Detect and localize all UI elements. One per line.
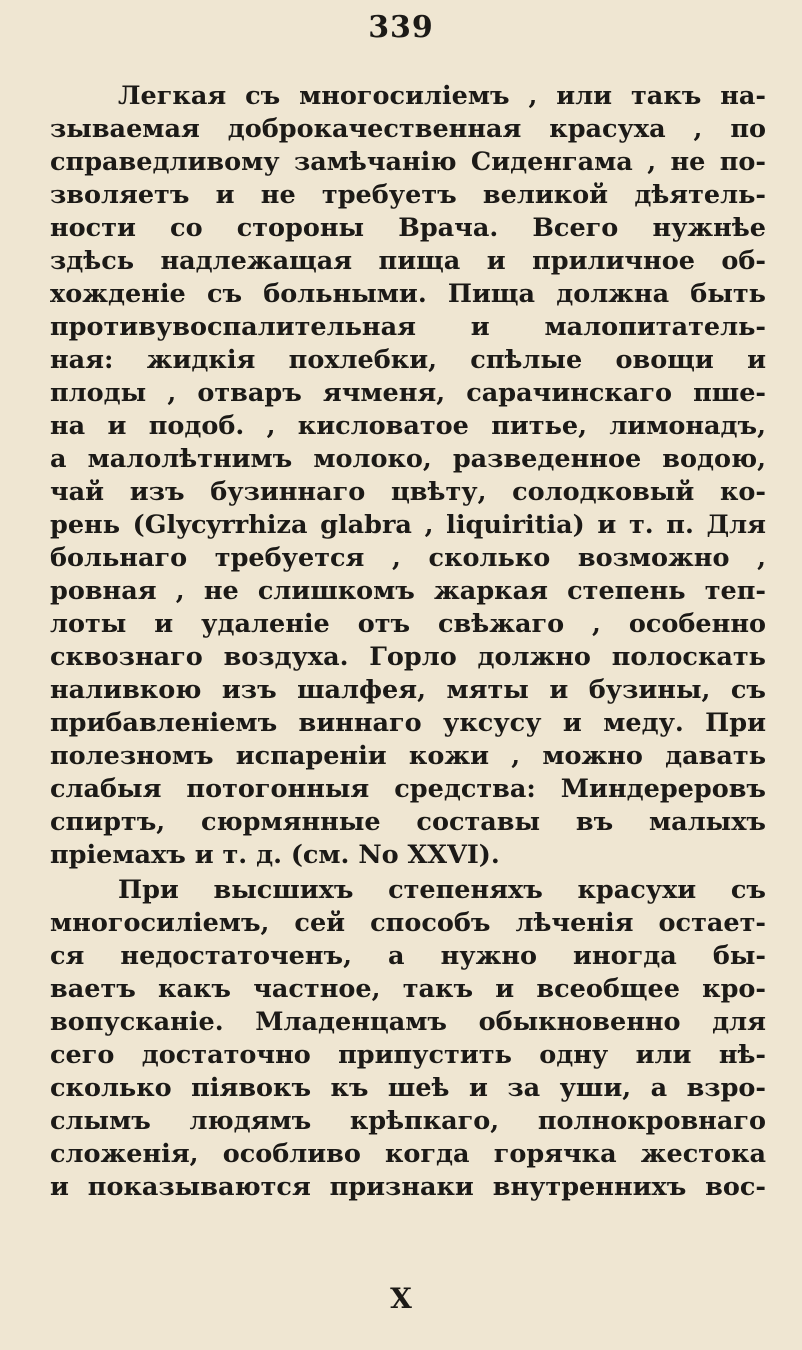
text-line: сложенія, особливо когда горячка жестока: [50, 1139, 766, 1169]
page-number: 339: [368, 10, 434, 45]
text-line: При высшихъ степеняхъ красухи съ: [118, 875, 766, 905]
text-line: прибавленіемъ виннаго уксусу и меду. При: [50, 708, 766, 738]
text-line: и показываются признаки внутреннихъ вос-: [50, 1172, 766, 1202]
text-line: а малолѣтнимъ молоко, разведенное водою,: [50, 444, 766, 474]
text-line: здѣсь надлежащая пища и приличное об-: [50, 246, 766, 276]
signature-mark: X: [390, 1282, 412, 1315]
text-line: полезномъ испареніи кожи , можно давать: [50, 741, 766, 771]
text-line: ваетъ какъ частное, такъ и всеобщее кро-: [50, 974, 766, 1004]
text-line: спиртъ, сюрмянные составы въ малыхъ: [50, 807, 766, 837]
text-line: Легкая съ многосиліемъ , или такъ на-: [118, 81, 766, 111]
text-line: ровная , не слишкомъ жаркая степень теп-: [50, 576, 766, 606]
text-line: многосиліемъ, сей способъ лѣченія остает-: [50, 908, 766, 938]
text-line: наливкою изъ шалфея, мяты и бузины, съ: [50, 675, 766, 705]
text-line: противувоспалительная и малопитатель-: [50, 312, 766, 342]
text-line: ная: жидкія похлебки, спѣлые овощи и: [50, 345, 766, 375]
text-line: чай изъ бузиннаго цвѣту, солодковый ко-: [50, 477, 766, 507]
text-line: сего достаточно припустить одну или нѣ-: [50, 1040, 766, 1070]
text-line: ности со стороны Врача. Всего нужнѣе: [50, 213, 766, 243]
text-line: больнаго требуется , сколько возможно ,: [50, 543, 766, 573]
text-line: рень (Glycyrrhiza glabra , liquiritia) и т. п. Для: [50, 510, 766, 540]
text-line: лоты и удаленіе отъ свѣжаго , особенно: [50, 609, 766, 639]
text-line: зываемая доброкачественная красуха , по: [50, 114, 766, 144]
text-line: сквознаго воздуха. Горло должно полоскать: [50, 642, 766, 672]
text-line: плоды , отваръ ячменя, сарачинскаго пше-: [50, 378, 766, 408]
text-line: справедливому замѣчанію Сиденгама , не по-: [50, 147, 766, 177]
text-line: слабыя потогонныя средства: Миндереровъ: [50, 774, 766, 804]
text-line: зволяетъ и не требуетъ великой дѣятель-: [50, 180, 766, 210]
text-line: на и подоб. , кисловатое питье, лимонадъ,: [50, 411, 766, 441]
text-line: сколько піявокъ къ шеѣ и за уши, а взро-: [50, 1073, 766, 1103]
text-line: хожденіе съ больными. Пища должна быть: [50, 279, 766, 309]
text-line: слымъ людямъ крѣпкаго, полнокровнаго: [50, 1106, 766, 1136]
text-line: вопусканіе. Младенцамъ обыкновенно для: [50, 1007, 766, 1037]
text-line: ся недостаточенъ, а нужно иногда бы-: [50, 941, 766, 971]
text-line: пріемахъ и т. д. (см. No XXVI).: [50, 840, 500, 870]
